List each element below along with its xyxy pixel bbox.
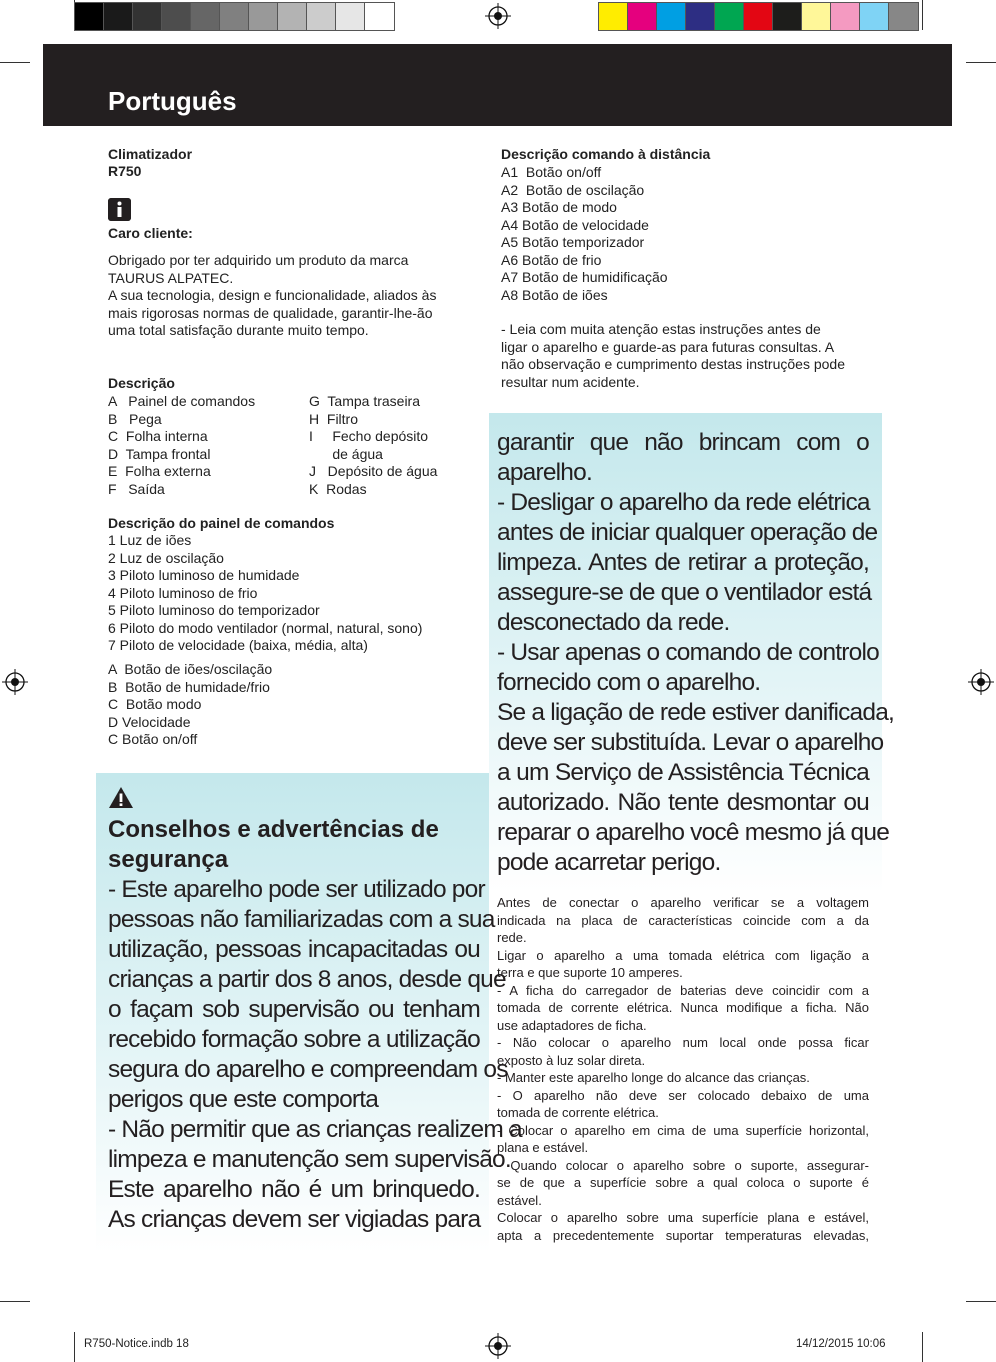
safety-line: antes de iniciar qualquer operação de [497,519,878,546]
list-item: C Folha interna [108,428,208,444]
process-color-bar [598,2,919,31]
safety-detail-line: - Quando colocar o aparelho sobre o suporte, assegurar- [497,1157,869,1173]
intro-line: uma total satisfação durante muito tempo. [108,322,369,338]
safety-line: limpeza. Antes de retirar a proteção, [497,549,869,576]
safety-text-small [497,894,869,1244]
intro-line: mais rigorosas normas de qualidade, garantir-lhe-ão [108,304,433,321]
list-item: D Velocidade [108,713,191,730]
intro-line: A sua tecnologia, design e funcionalidade, aliados às [108,287,437,303]
safety-line: Se a ligação de rede estiver danificada, [497,699,895,726]
color-swatch [75,3,104,30]
safety-detail-line: tomada de corrente elétrica. [497,1105,659,1120]
safety-line: a um Serviço de Assistência Técnica [497,759,869,786]
product-name: Climatizador [108,146,193,162]
color-swatch [802,3,831,30]
safety-line: desconectado da rede. [497,609,730,636]
color-swatch [657,3,686,30]
safety-line: - Não permitir que as crianças realizem a [108,1116,522,1143]
list-item: B Botão de humidade/frio [108,678,270,695]
crop-mark [922,0,923,30]
safety-detail-line: tomada de corrente elétrica. Nunca modifique a ficha. Não [497,1000,869,1015]
safety-detail-line: Colocar o aparelho sobre uma superfície plana e estável, [497,1210,869,1225]
color-swatch [773,3,802,30]
list-item: I Fecho depósito [309,428,429,444]
registration-mark-icon [2,669,28,695]
list-item: A2 Botão de oscilação [501,181,645,198]
color-swatch [628,3,657,30]
safety-line: garantir que não brincam com o [497,429,869,456]
safety-line: perigos que este comporta [108,1086,379,1113]
list-item: B Pega [108,410,162,427]
safety-line: autorizado. Não tente desmontar ou [497,789,869,816]
color-swatch [686,3,715,30]
grayscale-color-bar [74,2,395,31]
safety-detail-line: plana e estável. [497,1140,589,1155]
color-swatch [715,3,744,30]
safety-line: fornecido com o aparelho. [497,669,761,696]
safety-detail-line: terra e que suporte 10 amperes. [497,965,683,980]
list-item: A Painel de comandos [108,393,256,409]
safety-line: pode acarretar perigo. [497,849,721,876]
safety-detail-line: Ligar o aparelho a uma tomada elétrica com ligação a [497,947,869,963]
list-item: A3 Botão de modo [501,199,617,215]
list-item: C Botão on/off [108,731,198,747]
list-item: A7 Botão de humidificação [501,269,668,285]
safety-line: crianças a partir dos 8 anos, desde que [108,966,506,993]
safety-line: o façam sob supervisão ou tenham [108,996,480,1023]
color-swatch [220,3,249,30]
warning-icon [108,786,134,809]
safety-line: deve ser substituída. Levar o aparelho [497,729,884,756]
crop-mark [74,1332,75,1362]
list-item: 5 Piloto luminoso do temporizador [108,602,320,618]
safety-line: segura do aparelho e compreendam os [108,1056,508,1083]
safety-line: limpeza e manutenção sem supervisão. [108,1146,511,1173]
safety-detail-line: apta a precedentemente suportar temperaturas elevadas, [497,1227,869,1243]
safety-detail-line: se de que a superfície sobre a qual coloca o suporte é [497,1175,869,1190]
crop-mark [0,62,30,63]
color-swatch [599,3,628,30]
list-item: A1 Botão on/off [501,164,602,180]
safety-text-right [497,428,895,878]
registration-mark-icon [485,1333,511,1359]
notice-line: não observação e cumprimento destas instruções pode [501,356,845,372]
info-icon [108,198,131,221]
safety-line: aparelho. [497,459,592,486]
greeting: Caro cliente: [108,225,193,241]
list-item: 1 Luz de iões [108,532,192,548]
footer-file-info: R750-Notice.indb 18 [84,1338,189,1350]
safety-detail-line: - Não colocar o aparelho num local onde possa ficar [497,1035,869,1050]
list-item: A4 Botão de velocidade [501,216,649,233]
list-item: de água [309,445,383,462]
safety-line: Este aparelho não é um brinquedo. [108,1176,480,1203]
safety-line: - Usar apenas o comando de controlo [497,639,879,666]
list-item: E Folha externa [108,463,211,479]
registration-mark-icon [485,3,511,29]
color-swatch [162,3,191,30]
crop-mark [966,1301,996,1302]
color-swatch [365,3,394,30]
color-swatch [831,3,860,30]
safety-detail-line: exposto à luz solar direta. [497,1052,646,1068]
safety-line: assegure-se de que o ventilador está [497,579,872,606]
safety-detail-line: - Colocar o aparelho em cima de uma superfície horizontal, [497,1122,869,1138]
safety-line: recebido formação sobre a utilização [108,1026,480,1053]
page-title: Português [108,86,237,116]
color-swatch [860,3,889,30]
list-item: 6 Piloto do modo ventilador (normal, natural, sono) [108,619,423,636]
safety-detail-line: Antes de conectar o aparelho verificar se a voltagem [497,895,869,910]
safety-line: - Este aparelho pode ser utilizado por [108,876,485,903]
list-item: 7 Piloto de velocidade (baixa, média, alta) [108,637,368,653]
safety-heading-line2: segurança [108,846,229,873]
list-item: H Filtro [309,410,358,427]
color-swatch [249,3,278,30]
list-item: K Rodas [309,480,367,497]
list-item: 3 Piloto luminoso de humidade [108,567,300,583]
color-swatch [336,3,365,30]
safety-detail-line: use adaptadores de ficha. [497,1017,647,1033]
crop-mark [922,1332,923,1362]
list-item: C Botão modo [108,696,202,712]
notice-line: ligar o aparelho e guarde-as para futuras consultas. A [501,338,835,355]
crop-mark [0,1301,30,1302]
safety-line: reparar o aparelho você mesmo já que [497,819,890,846]
control-panel-title: Descrição do painel de comandos [108,515,335,531]
description-title: Descrição [108,375,175,391]
safety-line: - Desligar o aparelho da rede elétrica [497,489,870,516]
language-header-band [43,44,952,126]
safety-heading-line1: Conselhos e advertências de [108,816,439,843]
safety-detail-line: - Manter este aparelho longe do alcance das crianças. [497,1070,810,1085]
safety-detail-line: - A ficha do carregador de baterias deve coincidir com a [497,982,869,998]
color-swatch [104,3,133,30]
color-swatch [744,3,773,30]
list-item: J Depósito de água [309,463,438,479]
list-item: A6 Botão de frio [501,251,602,268]
color-swatch [889,3,918,30]
intro-line: TAURUS ALPATEC. [108,269,234,286]
list-item: G Tampa traseira [309,393,421,409]
list-item: A5 Botão temporizador [501,234,645,250]
list-item: A Botão de iões/oscilação [108,661,273,677]
notice-line: - Leia com muita atenção estas instruções antes de [501,321,821,337]
list-item: A8 Botão de iões [501,286,608,303]
intro-line: Obrigado por ter adquirido um produto da marca [108,252,409,268]
safety-line: As crianças devem ser vigiadas para [108,1206,481,1233]
safety-detail-line: rede. [497,930,527,945]
color-swatch [191,3,220,30]
product-model: R750 [108,163,142,179]
safety-detail-line: - O aparelho não deve ser colocado debaixo de uma [497,1087,869,1103]
safety-detail-line: indicada na placa de características coincide com a da [497,912,869,928]
safety-line: pessoas não familiarizadas com a sua [108,906,495,933]
footer-date: 14/12/2015 10:06 [796,1338,886,1350]
remote-title: Descrição comando à distância [501,146,711,162]
list-item: 2 Luz de oscilação [108,549,224,566]
color-swatch [307,3,336,30]
color-swatch [133,3,162,30]
list-item: D Tampa frontal [108,445,211,462]
notice-line: resultar num acidente. [501,373,640,390]
registration-mark-icon [968,669,994,695]
safety-line: utilização, pessoas incapacitadas ou [108,936,480,963]
safety-detail-line: estável. [497,1192,542,1208]
color-swatch [278,3,307,30]
list-item: F Saída [108,480,165,497]
crop-mark [966,62,996,63]
list-item: 4 Piloto luminoso de frio [108,584,258,601]
